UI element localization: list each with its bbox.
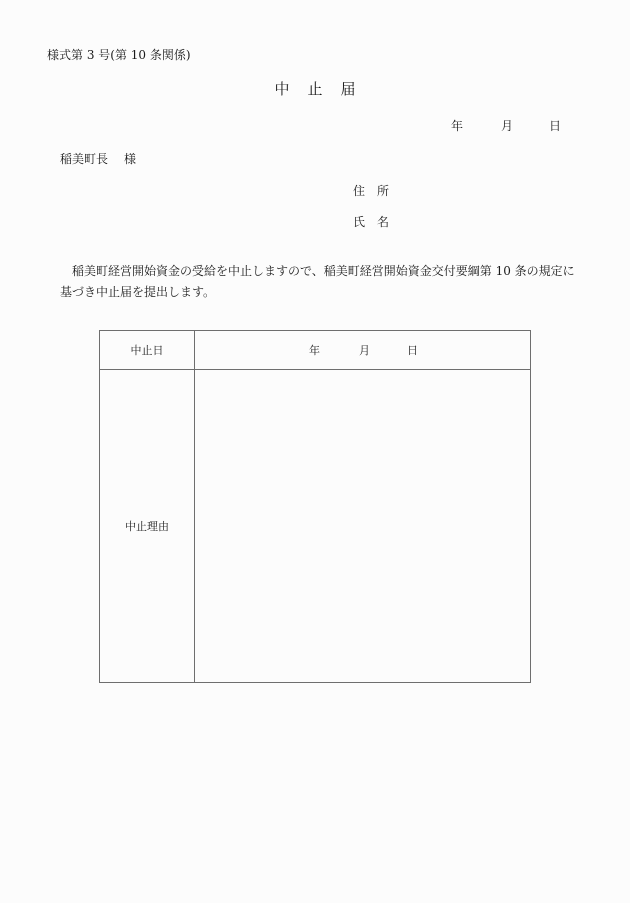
day-label: 日 xyxy=(549,119,562,133)
cancel-date-field[interactable] xyxy=(195,331,531,370)
cancel-date-label: 中止日 xyxy=(100,331,195,370)
address-label xyxy=(353,182,389,199)
cancellation-table xyxy=(99,330,531,683)
body-text xyxy=(60,261,590,303)
name-label xyxy=(353,213,389,230)
title-char: 止 xyxy=(307,80,323,98)
year-label: 年 xyxy=(451,119,464,133)
document-title xyxy=(0,78,630,99)
title-char: 中 xyxy=(274,80,290,98)
month-label: 月 xyxy=(501,119,514,133)
address-char: 所 xyxy=(377,184,390,198)
table-row xyxy=(100,331,531,370)
body-line-2: 基づき中止届を提出します。 xyxy=(60,285,216,299)
form-number: 様式第 3 号(第 10 条関係) xyxy=(47,48,191,62)
addressee-name: 稲美町長 xyxy=(60,152,109,166)
address-char: 住 xyxy=(353,184,366,198)
year-label: 年 xyxy=(309,344,320,357)
cancel-reason-label: 中止理由 xyxy=(100,370,195,683)
month-label: 月 xyxy=(359,344,370,357)
table-row xyxy=(100,370,531,683)
name-char: 氏 xyxy=(353,215,366,229)
name-char: 名 xyxy=(377,215,390,229)
addressee-honorific: 様 xyxy=(124,152,137,166)
body-line-1: 稲美町経営開始資金の受給を中止しますので、稲美町経営開始資金交付要綱第 10 条の規定に xyxy=(72,264,575,278)
day-label: 日 xyxy=(407,344,418,357)
cancel-reason-field[interactable] xyxy=(195,370,531,683)
addressee xyxy=(60,150,136,167)
title-char: 届 xyxy=(340,80,356,98)
